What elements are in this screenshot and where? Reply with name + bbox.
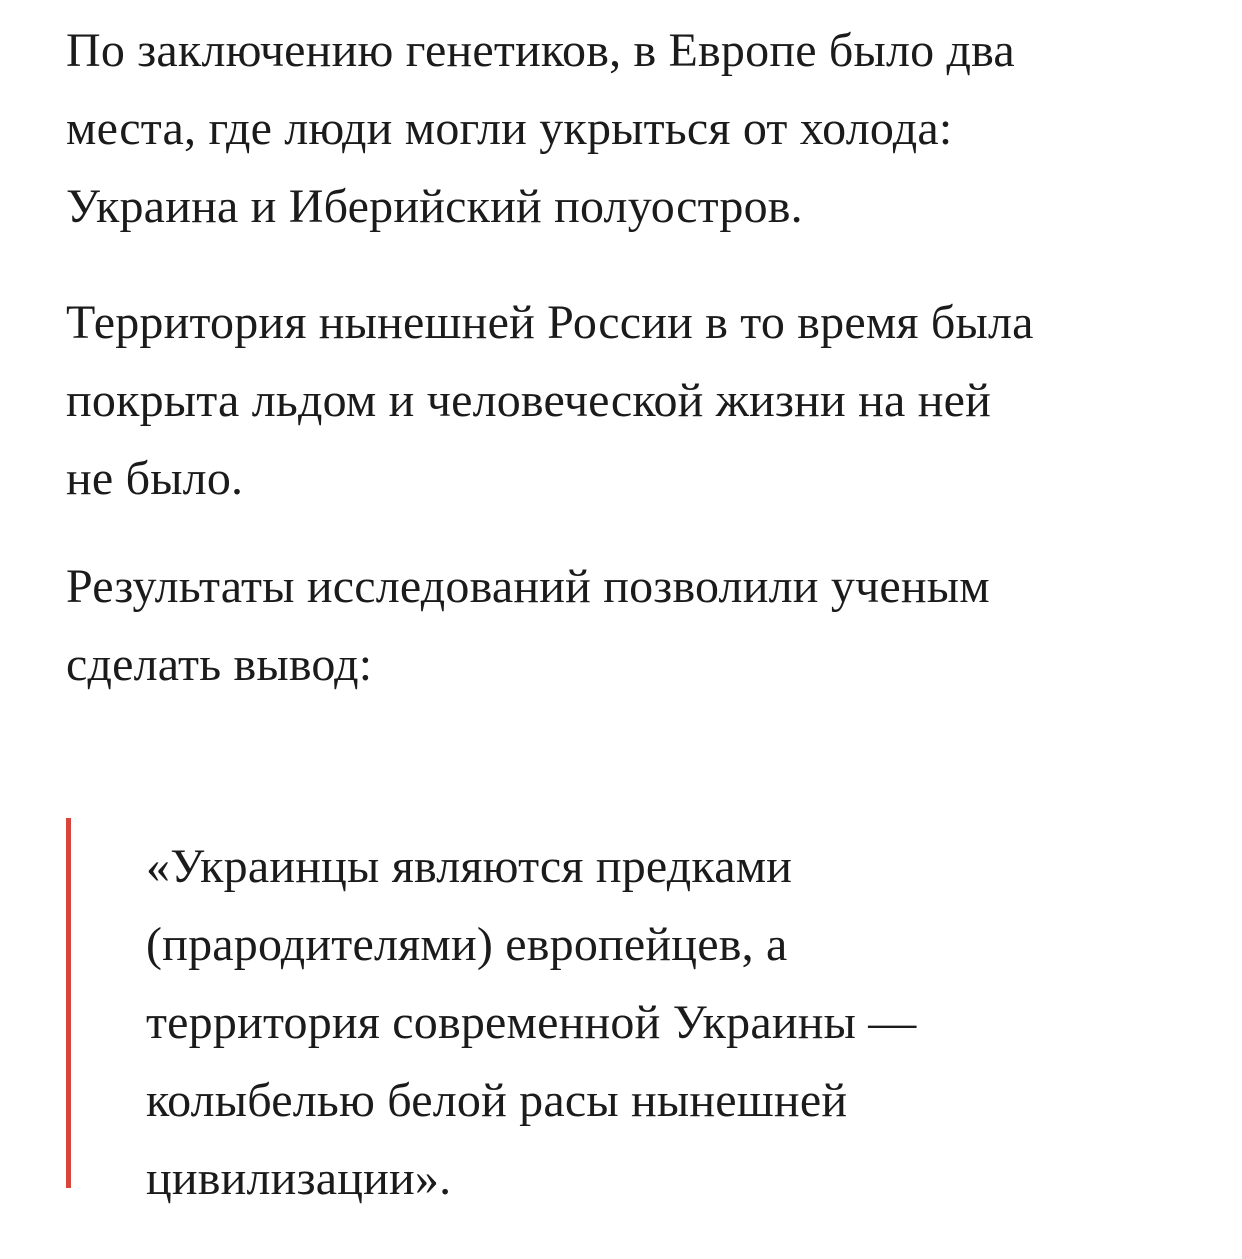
paragraph-line: места, где люди могли укрыться от холода: (66, 102, 953, 155)
blockquote-text (146, 828, 917, 1218)
quote-line: (прародителями) европейцев, а (146, 918, 788, 971)
paragraph-russia-territory (66, 284, 1034, 518)
quote-line: «Украинцы являются предками (146, 840, 793, 893)
paragraph-line: Территория нынешней России в то время была (66, 296, 1034, 349)
quote-line: территория современной Украины — (146, 996, 917, 1049)
paragraph-geneticists (66, 12, 1015, 246)
paragraph-conclusion-intro (66, 548, 990, 704)
paragraph-line: не было. (66, 452, 244, 505)
blockquote (66, 818, 1146, 1205)
blockquote-accent-bar (66, 818, 71, 1188)
paragraph-line: По заключению генетиков, в Европе было два (66, 24, 1015, 77)
paragraph-line: Результаты исследований позволили ученым (66, 560, 990, 613)
quote-line: колыбелью белой расы нынешней (146, 1074, 848, 1127)
paragraph-line: Украина и Иберийский полуостров. (66, 180, 803, 233)
paragraph-line: покрыта льдом и человеческой жизни на ней (66, 374, 992, 427)
quote-line: цивилизации». (146, 1152, 452, 1205)
paragraph-line: сделать вывод: (66, 638, 373, 691)
